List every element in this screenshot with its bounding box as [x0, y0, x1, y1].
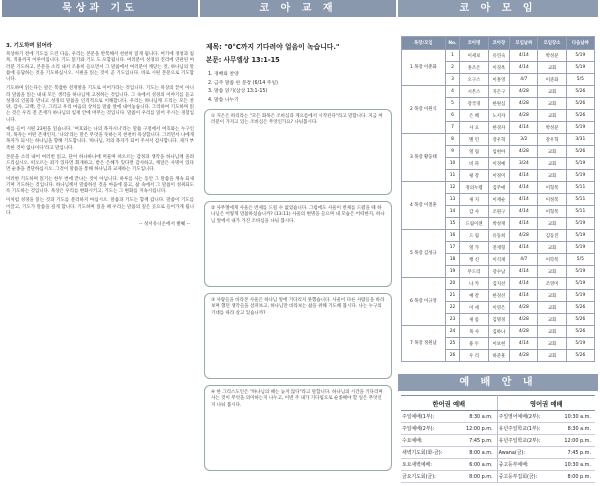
table-cell: 5/19 [566, 242, 594, 254]
table-cell: 하준훈 [488, 350, 510, 362]
english-worship-header: 영어권 예배 [497, 396, 595, 411]
table-cell: 교회 [538, 146, 566, 158]
table-cell: 4 [445, 86, 460, 98]
table-cell: 5/11 [566, 206, 594, 218]
meditation-paragraph: 이러한 기도하며 읽기는 한두 번에 끝나는 것이 아닙니다. 하루를 사는 동안 그 말씀을 계속 되새기며 기도하는 것입니다. 하나님께서 말씀하신 것을 마음에 품고, 삶 속에서 그 말씀이 성취되도록 기도하는 것입니다. 묵상은 우리를 변화시키고, 기도는 그 변화를 지속시킵니다. [6, 176, 194, 194]
service-name: 새벽기도회(화-금): [401, 447, 456, 459]
table-cell: 4/28 [510, 314, 538, 326]
column-header: 다음날짜 [566, 37, 594, 50]
lesson-item: 2. 금주 말씀 한 문장 (6/14 주일) [208, 80, 278, 86]
table-cell: 예 갈 [460, 290, 488, 302]
service-time: 10:30 a.m. [554, 459, 595, 471]
table-cell: 우 리 [460, 350, 488, 362]
table-cell: 김명정 [488, 314, 510, 326]
group-label: 5 목장 김성규 [402, 230, 446, 278]
worship-header: 예 배 안 내 [398, 374, 598, 391]
column-header: 코아명 [460, 37, 488, 50]
table-cell: 강수남 [488, 266, 510, 278]
lesson-item: 4. 말씀 나누기 [208, 97, 239, 103]
meditation-paragraph: 이처럼 성경을 읽는 것과 기도를 분리하지 마십시오. 말씀과 기도는 함께 갑니다. 말씀이 기도를 이끌고, 기도가 말씀을 깊게 합니다. 기도하며 읽을 때 우리는 말씀의 깊은 곳으로 들어가게 됩니다. [6, 198, 194, 216]
cell-group-table [401, 36, 595, 362]
table-cell: 4/7 [510, 254, 538, 266]
table-cell: 5/5 [566, 254, 594, 266]
question-text: ③ 사람들을 바라본 사울은 하나님 앞에 기다리지 못했습니다. 사울이 다른 사람들을 바라보며 했던 생각들을 살펴보고, 하나님만 바라보는 삶을 위해 기도해 봅시다. 나는 누구의 기대를 따라 살고 있습니까? [211, 297, 385, 316]
table-cell: 홍조은 [460, 62, 488, 74]
service-time: 7:45 p.m. [554, 447, 595, 459]
service-time: 6:00 a.m. [456, 459, 497, 471]
service-time: 8:00 a.m. [456, 447, 497, 459]
table-cell: 21 [445, 290, 460, 302]
table-cell: 5/26 [566, 326, 594, 338]
table-cell: 한원심 [488, 98, 510, 110]
table-cell: 한경선 [488, 290, 510, 302]
cell-header: 코 아 모 임 [398, 0, 598, 17]
table-cell: 교회 [538, 218, 566, 230]
table-cell: 5/19 [566, 158, 594, 170]
service-name: 중고등부예배: [497, 459, 554, 471]
table-row [402, 86, 595, 98]
table-cell: 이재순 [488, 194, 510, 206]
table-cell: 5/19 [566, 50, 594, 62]
korean-worship-header: 한어권 예배 [401, 396, 497, 411]
worship-row [401, 411, 595, 423]
table-cell: 이홍영 [488, 74, 510, 86]
service-name: 주일영어예배(2부): [497, 411, 554, 423]
table-cell: 4/14 [510, 242, 538, 254]
service-name: 유년주일학교(1부): [497, 423, 554, 435]
service-name: 금요기도회(금): [401, 471, 456, 483]
table-cell: 이 세 [460, 302, 488, 314]
group-label: 6 목장 이규영 [402, 278, 446, 326]
meditation-paragraph: 기도하며 읽는다는 말은 복잡한 전개방을 기도로 이어가라는 것입니다. 기도는 묵상의 끝이 아니라 말씀을 읽는 내내 모든 생각을 하나님께 고정하는 것입니다. 그 속에서 성경의 이야기를 듣고 성경의 인물과 만나고 성경의 말씀을 인격적으로 이해합니다. 우리는 하나님께 드리는 모든 찬양, 감사, 고백, 간구, 그리고 우리 마음의 상처를 말씀 앞에 내어놓습니다. 그리하여 기도하며 읽는 것은 우리 전 존재가 하나님의 임재 안에 머무는 것입니다. 말씀이 우리를 읽어 주시는 경험입니다. [6, 86, 194, 123]
table-cell: 평 강 [460, 170, 488, 182]
table-cell: 10 [445, 158, 460, 170]
table-cell: 이영은 [488, 302, 510, 314]
table-cell: 22 [445, 302, 460, 314]
table-cell: 5/11 [566, 182, 594, 194]
table-cell: 교회 [538, 170, 566, 182]
table-cell: 15 [445, 218, 460, 230]
table-cell: 이형복 [538, 182, 566, 194]
question-text: ② 사무엘에게 사울은 번제를 드릴 수 없었습니다. 그럼에도 사울이 번제를 드렸을 때 하나님은 어떻게 말씀하셨습니까? (13:11) 사울의 변명을 들으며 내 모습은 어떠한지, 하나님 앞에서 내가 가진 조바심을 나눠 봅시다. [211, 205, 385, 224]
column-header: 코아장 [488, 37, 510, 50]
table-row [402, 230, 595, 242]
group-label: 7 목장 정원남 [402, 326, 446, 362]
table-cell: 4/14 [510, 206, 538, 218]
meditation-signature: -- 성서유니온에서 발췌 -- [139, 222, 190, 227]
worship-row [401, 435, 595, 447]
group-label: 1 목장 이춘화 [402, 50, 446, 86]
table-cell: 4/14 [510, 122, 538, 134]
table-cell: 5/19 [566, 266, 594, 278]
table-cell: 5/5 [566, 74, 594, 86]
table-cell: 강우혁 [538, 134, 566, 146]
table-cell: 3 [445, 74, 460, 86]
table-cell: 교회 [538, 62, 566, 74]
table-cell: 23 [445, 314, 460, 326]
table-cell: 사 요 [460, 122, 488, 134]
table-cell: 목 사 [460, 326, 488, 338]
table-cell: 멜 린 [460, 134, 488, 146]
meditation-paragraph: 본문을 소리 내어 여러번 읽고, 단어 하나하나에 머물며 떠오르는 감정과 생각을 하나님께 올려 드리십시오. 떠오르는 죄가 있다면 회개하고, 받은 은혜가 있다면 감사하고, 깨달은 사명이 있다면 순종을 결단하십시오. 그것이 말씀을 통해 하나님과 교제하는 기도입니다. [6, 154, 194, 173]
service-name: 토요새벽예배: [401, 459, 456, 471]
table-cell: 한경자 [488, 122, 510, 134]
table-cell: 25 [445, 338, 460, 350]
service-time: 8:00 p.m. [456, 471, 497, 483]
table-cell: 26 [445, 350, 460, 362]
table-cell: 박성재 [488, 218, 510, 230]
table-cell: 4/14 [510, 50, 538, 62]
table-cell: 이정복 [538, 194, 566, 206]
table-cell: 이세보 [460, 50, 488, 62]
table-cell: 6 [445, 110, 460, 122]
lesson-header: 코 아 교 재 [200, 0, 396, 17]
table-cell: 5/19 [566, 170, 594, 182]
cell-column [398, 0, 598, 486]
table-cell: 4/14 [510, 194, 538, 206]
table-cell: 7 [445, 122, 460, 134]
group-label: 3 목장 황웅태 [402, 134, 446, 182]
table-cell: 5/19 [566, 62, 594, 74]
table-cell: 드림이젠 [460, 218, 488, 230]
service-time: 8:00 p.m. [554, 471, 595, 483]
table-cell: 4/28 [510, 146, 538, 158]
table-cell: 이경옥 [488, 62, 510, 74]
table-cell: 은 혜 [460, 110, 488, 122]
table-cell: 교회 [538, 98, 566, 110]
table-cell: 13 [445, 194, 460, 206]
table-cell: 4/28 [510, 110, 538, 122]
service-time: 12:00 p.m. [554, 435, 595, 447]
table-cell: 12 [445, 182, 460, 194]
meditation-column [2, 0, 198, 486]
service-name: 중고등부집회(금): [497, 471, 554, 483]
table-cell: 교회 [538, 350, 566, 362]
table-cell: 4/14 [510, 218, 538, 230]
service-time: 8:30 a.m. [554, 423, 595, 435]
table-cell: 18 [445, 254, 460, 266]
table-cell: 김동진 [538, 230, 566, 242]
table-cell: 5 [445, 98, 460, 110]
table-cell: 이보현 [488, 338, 510, 350]
table-cell: 2 [445, 62, 460, 74]
service-name: 유년주일학교(2부): [497, 435, 554, 447]
worship-table [401, 395, 595, 483]
table-cell: 4/28 [510, 326, 538, 338]
table-cell: 나 카 [460, 278, 488, 290]
table-cell: 4/28 [510, 350, 538, 362]
table-cell: 4/14 [510, 266, 538, 278]
table-cell: 3/31 [566, 134, 594, 146]
table-cell: 시몬스 [460, 86, 488, 98]
service-name: 주일예배(2부): [401, 423, 456, 435]
table-cell: 9 [445, 146, 460, 158]
question-box-1 [204, 109, 392, 195]
table-cell: 교회 [538, 302, 566, 314]
table-cell: 5/26 [566, 314, 594, 326]
lesson-item: 3. 말씀 읽기(삼상 13:1-15) [208, 89, 268, 94]
table-cell: 강우혁 [488, 134, 510, 146]
table-row [402, 134, 595, 146]
column-header: 모임날짜 [510, 37, 538, 50]
service-name: Awana(금): [497, 447, 554, 459]
column-header: 목장/모임 [402, 37, 446, 50]
worship-row [401, 423, 595, 435]
question-text: ① 지은은 하리라는 "모든 화목은 조바심과 게으름에서 시작된다"라고 말합니다. 지금 여러분이 가지고 있는 조바심은 무엇인가요? 나눠봅시다. [211, 113, 383, 126]
service-time: 8:30 a.m. [456, 411, 497, 423]
table-cell: 5/26 [566, 86, 594, 98]
table-cell: 5/11 [566, 194, 594, 206]
table-cell: 정의누렘 [460, 182, 488, 194]
table-cell: 교회 [538, 110, 566, 122]
column-header: No. [445, 37, 460, 50]
table-cell: 열 림 [460, 146, 488, 158]
worship-row [401, 471, 595, 483]
meditation-subtitle: 3. 기도하며 읽어라 [6, 43, 53, 49]
table-cell: 5/19 [566, 338, 594, 350]
table-cell: 교회 [538, 86, 566, 98]
table-cell: 행 신 [460, 254, 488, 266]
group-label: 4 목장 이철훈 [402, 182, 446, 230]
table-cell: 감 사 [460, 206, 488, 218]
table-cell: 이준화 [538, 74, 566, 86]
table-cell: 조원구 [488, 206, 510, 218]
question-box-4 [204, 385, 392, 471]
table-cell: 5/26 [566, 110, 594, 122]
table-cell: 이정미 [488, 170, 510, 182]
column-header: 모임장소 [538, 37, 566, 50]
table-cell: 김하나 [488, 326, 510, 338]
table-cell: 강국경 [460, 98, 488, 110]
table-cell: 교회 [538, 266, 566, 278]
table-cell: 5/19 [566, 230, 594, 242]
table-cell: 교회 [538, 314, 566, 326]
table-cell: 조영미 [538, 278, 566, 290]
table-cell: 김주애 [488, 182, 510, 194]
question-box-3 [204, 293, 392, 379]
table-cell: 교회 [538, 338, 566, 350]
table-cell: 비 파 [460, 158, 488, 170]
table-cell: 드 림 [460, 230, 488, 242]
table-cell: 4/14 [510, 182, 538, 194]
table-cell: 4/28 [510, 302, 538, 314]
table-cell: 4/28 [510, 230, 538, 242]
table-cell: 유연숙 [488, 50, 510, 62]
table-cell: 4/14 [510, 62, 538, 74]
question-box-2 [204, 201, 392, 287]
table-cell: 8 [445, 134, 460, 146]
table-cell: 교회 [538, 242, 566, 254]
table-row [402, 326, 595, 338]
service-time: 7:45 p.m. [456, 435, 497, 447]
table-cell: 유동희 [488, 230, 510, 242]
table-cell: 이경예 [488, 158, 510, 170]
table-cell: 무드리 [460, 266, 488, 278]
table-cell: 지은구 [488, 86, 510, 98]
table-row [402, 278, 595, 290]
service-time: 10:30 a.m. [554, 411, 595, 423]
table-cell: 5/19 [566, 122, 594, 134]
question-text: ④ 한 그리스도인은 "하나님의 때는 늦지 않다"라고 말합니다. 하나님의 시간을 기다리며 사는 것이 무엇을 의미하는지 나누고, 이번 주 내가 기다림으로 순종해야 할 일은 무엇인지 나눠 봅시다. [211, 389, 383, 408]
table-cell: 용 두 [460, 338, 488, 350]
table-cell: 새 지 [460, 194, 488, 206]
table-cell: 3/2 [510, 134, 538, 146]
table-cell: 5/19 [566, 218, 594, 230]
service-name: 수요예배: [401, 435, 456, 447]
meditation-header: 묵상과 기도 [2, 0, 198, 17]
table-cell: 노서자 [488, 110, 510, 122]
table-cell: 5/26 [566, 146, 594, 158]
worship-row [401, 447, 595, 459]
table-cell: 5/26 [566, 98, 594, 110]
meditation-paragraph: 예를 들어 시편 23편을 읽습니다. '여호와는 나의 목자시니'라는 말씀 구절에서 여호와는 누구인지, 목자는 어떤 존재인지, '나의'라는 말은 무엇을 뜻하는지 천천히 묵상합니다. 그러면서 나에게 목자가 되시는 하나님을 향해 기도합니다. '하나님, 저의 목자가 되어 주셔서 감사합니다. 제가 부족한 것이 없나이다'라고 말입니다. [6, 126, 194, 151]
table-cell: 4/14 [510, 278, 538, 290]
table-cell: 4/14 [510, 338, 538, 350]
table-cell: 4/14 [510, 170, 538, 182]
table-cell: 5/26 [566, 302, 594, 314]
table-cell: 교회 [538, 158, 566, 170]
table-cell: 오구스 [460, 74, 488, 86]
table-cell: 19 [445, 266, 460, 278]
table-cell: 17 [445, 242, 460, 254]
lesson-column [200, 0, 396, 486]
table-cell: 전재형 [488, 242, 510, 254]
table-cell: 4/7 [510, 74, 538, 86]
table-cell: 새 롬 [460, 314, 488, 326]
table-cell: 박성분 [538, 122, 566, 134]
table-row [402, 50, 595, 62]
table-cell: 5/19 [566, 290, 594, 302]
service-name: 주일예배(1부): [401, 411, 456, 423]
table-cell: 11 [445, 170, 460, 182]
meditation-paragraph: 묵상하기 전에 기도를 드린 다음, 우리는 본문을 반복해서 천천히 읽게 됩니다. 여기에 경청과 침묵, 적용까지 이루어집니다. 기도 읽기와 기도 도 포함됩니다. 여러분이 성경의 진리에 연관된 여러분 기도하고, 본문을 소리 내서 조용히 들으면서 그 말씀에서 여러분이 깨닫는 것, 하나님의 말씀에 응답하는 것을 기도하십시오. 시편을 읽는 것이 곧 기도입니다. 바로 시편 본문으로 기도합니다. [6, 52, 194, 82]
table-cell: 교회 [538, 326, 566, 338]
table-cell: 4/28 [510, 98, 538, 110]
table-cell: 이석재 [488, 254, 510, 266]
table-cell: 14 [445, 206, 460, 218]
table-cell: 박성분 [538, 50, 566, 62]
table-cell: 4/14 [510, 290, 538, 302]
lesson-item: 1. 경배와 찬양 [208, 72, 239, 77]
service-time: 12:00 p.m. [456, 423, 497, 435]
table-cell: 이형복 [538, 206, 566, 218]
table-cell: 3/24 [510, 158, 538, 170]
group-label: 2 목장 이원식 [402, 86, 446, 134]
table-cell: 16 [445, 230, 460, 242]
table-cell: 24 [445, 326, 460, 338]
table-row [402, 182, 595, 194]
lesson-title: 제목: "0°C까지 기다려야 얼음이 녹습니다." [206, 43, 340, 51]
table-cell: 임현아 [488, 146, 510, 158]
table-cell: 20 [445, 278, 460, 290]
table-cell: 교회 [538, 290, 566, 302]
lesson-verse: 본문: 사무엘상 13:1-15 [206, 56, 280, 64]
table-cell: 4/28 [510, 86, 538, 98]
table-cell: 이학복 [538, 254, 566, 266]
table-cell: 5/26 [566, 350, 594, 362]
worship-row [401, 459, 595, 471]
table-cell: 열 가 [460, 242, 488, 254]
table-cell: 5/19 [566, 278, 594, 290]
table-cell: 1 [445, 50, 460, 62]
table-cell: 김지선 [488, 278, 510, 290]
